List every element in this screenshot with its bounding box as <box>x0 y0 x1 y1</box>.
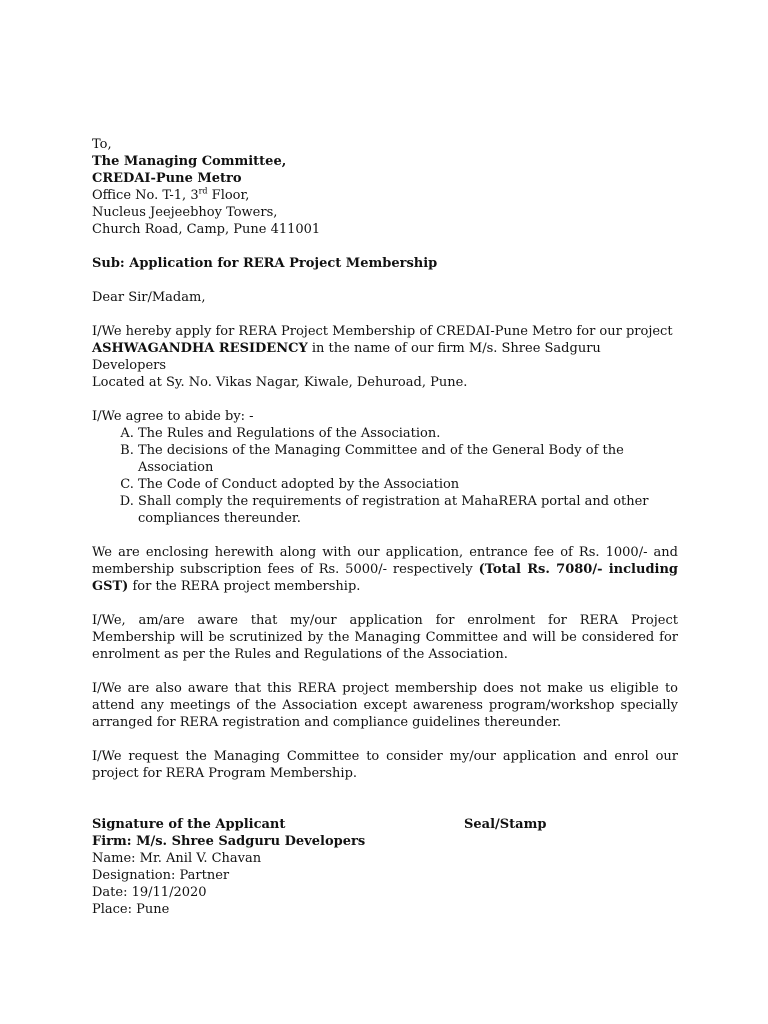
signature-label: Signature of the Applicant <box>92 817 286 832</box>
agree-intro: I/We agree to abide by: - <box>92 409 254 424</box>
org-line: CREDAI-Pune Metro <box>92 171 242 186</box>
list-item: D. Shall comply the requirements of registration at MahaRERA portal and other compliances thereunder. <box>138 493 678 527</box>
firm-line: Firm: M/s. Shree Sadguru Developers <box>92 834 366 849</box>
fees-tail: for the RERA project membership. <box>128 579 361 594</box>
request-paragraph: I/We request the Managing Committee to consider my/our application and enrol our project for RERA Program Membership. <box>92 749 678 781</box>
committee-line: The Managing Committee, <box>92 154 287 169</box>
subject-line: Sub: Application for RERA Project Membership <box>92 256 438 271</box>
firm-text: in the name of our firm M/s. Shree Sadguru Developers <box>92 341 601 373</box>
agreement-section <box>92 408 678 527</box>
fees-text: We are enclosing herewith along with our application, entrance fee of Rs. 1000/- and membership subscription fees of Rs. 5000/- respectively <box>92 545 678 577</box>
office-text: Office No. T-1, 3 <box>92 188 199 203</box>
recipient-address <box>92 136 678 238</box>
to-line: To, <box>92 137 112 152</box>
para1-line1: I/We hereby apply for RERA Project Membership of CREDAI-Pune Metro for our project <box>92 324 673 339</box>
letter <box>92 136 678 918</box>
seal-stamp-label: Seal/Stamp <box>464 817 547 832</box>
salutation: Dear Sir/Madam, <box>92 290 206 305</box>
list-item: B. The decisions of the Managing Committee and of the General Body of the Association <box>138 442 678 476</box>
awareness-paragraph-1: I/We, am/are aware that my/our application for enrolment for RERA Project Membership will be scrutinized by the Managing Committee and will be considered for enrolment as per the Rules and Regulations of the Association. <box>92 613 678 662</box>
list-item: A. The Rules and Regulations of the Association. <box>138 425 678 442</box>
office-line <box>92 187 678 204</box>
fees-paragraph <box>92 544 678 595</box>
signature-block <box>92 816 678 918</box>
application-paragraph <box>92 323 678 391</box>
designation-line: Designation: Partner <box>92 868 230 883</box>
agreement-list <box>92 425 678 527</box>
office-floor: Floor, <box>207 188 250 203</box>
project-name: ASHWAGANDHA RESIDENCY <box>92 341 308 356</box>
date-line: Date: 19/11/2020 <box>92 885 207 900</box>
fees-total: (Total Rs. 7080/- including GST) <box>92 562 679 594</box>
building-line: Nucleus Jeejeebhoy Towers, <box>92 205 278 220</box>
street-line: Church Road, Camp, Pune 411001 <box>92 222 321 237</box>
list-item: C. The Code of Conduct adopted by the Association <box>138 476 678 493</box>
name-line: Name: Mr. Anil V. Chavan <box>92 851 262 866</box>
awareness-paragraph-2: I/We are also aware that this RERA project membership does not make us eligible to attend any meetings of the Association except awareness program/workshop specially arranged for RERA registration and compliance guidelines thereunder. <box>92 681 678 730</box>
para1-line2 <box>92 340 678 374</box>
office-superscript: rd <box>198 186 208 196</box>
para1-line3: Located at Sy. No. Vikas Nagar, Kiwale, Dehuroad, Pune. <box>92 375 468 390</box>
place-line: Place: Pune <box>92 902 170 917</box>
